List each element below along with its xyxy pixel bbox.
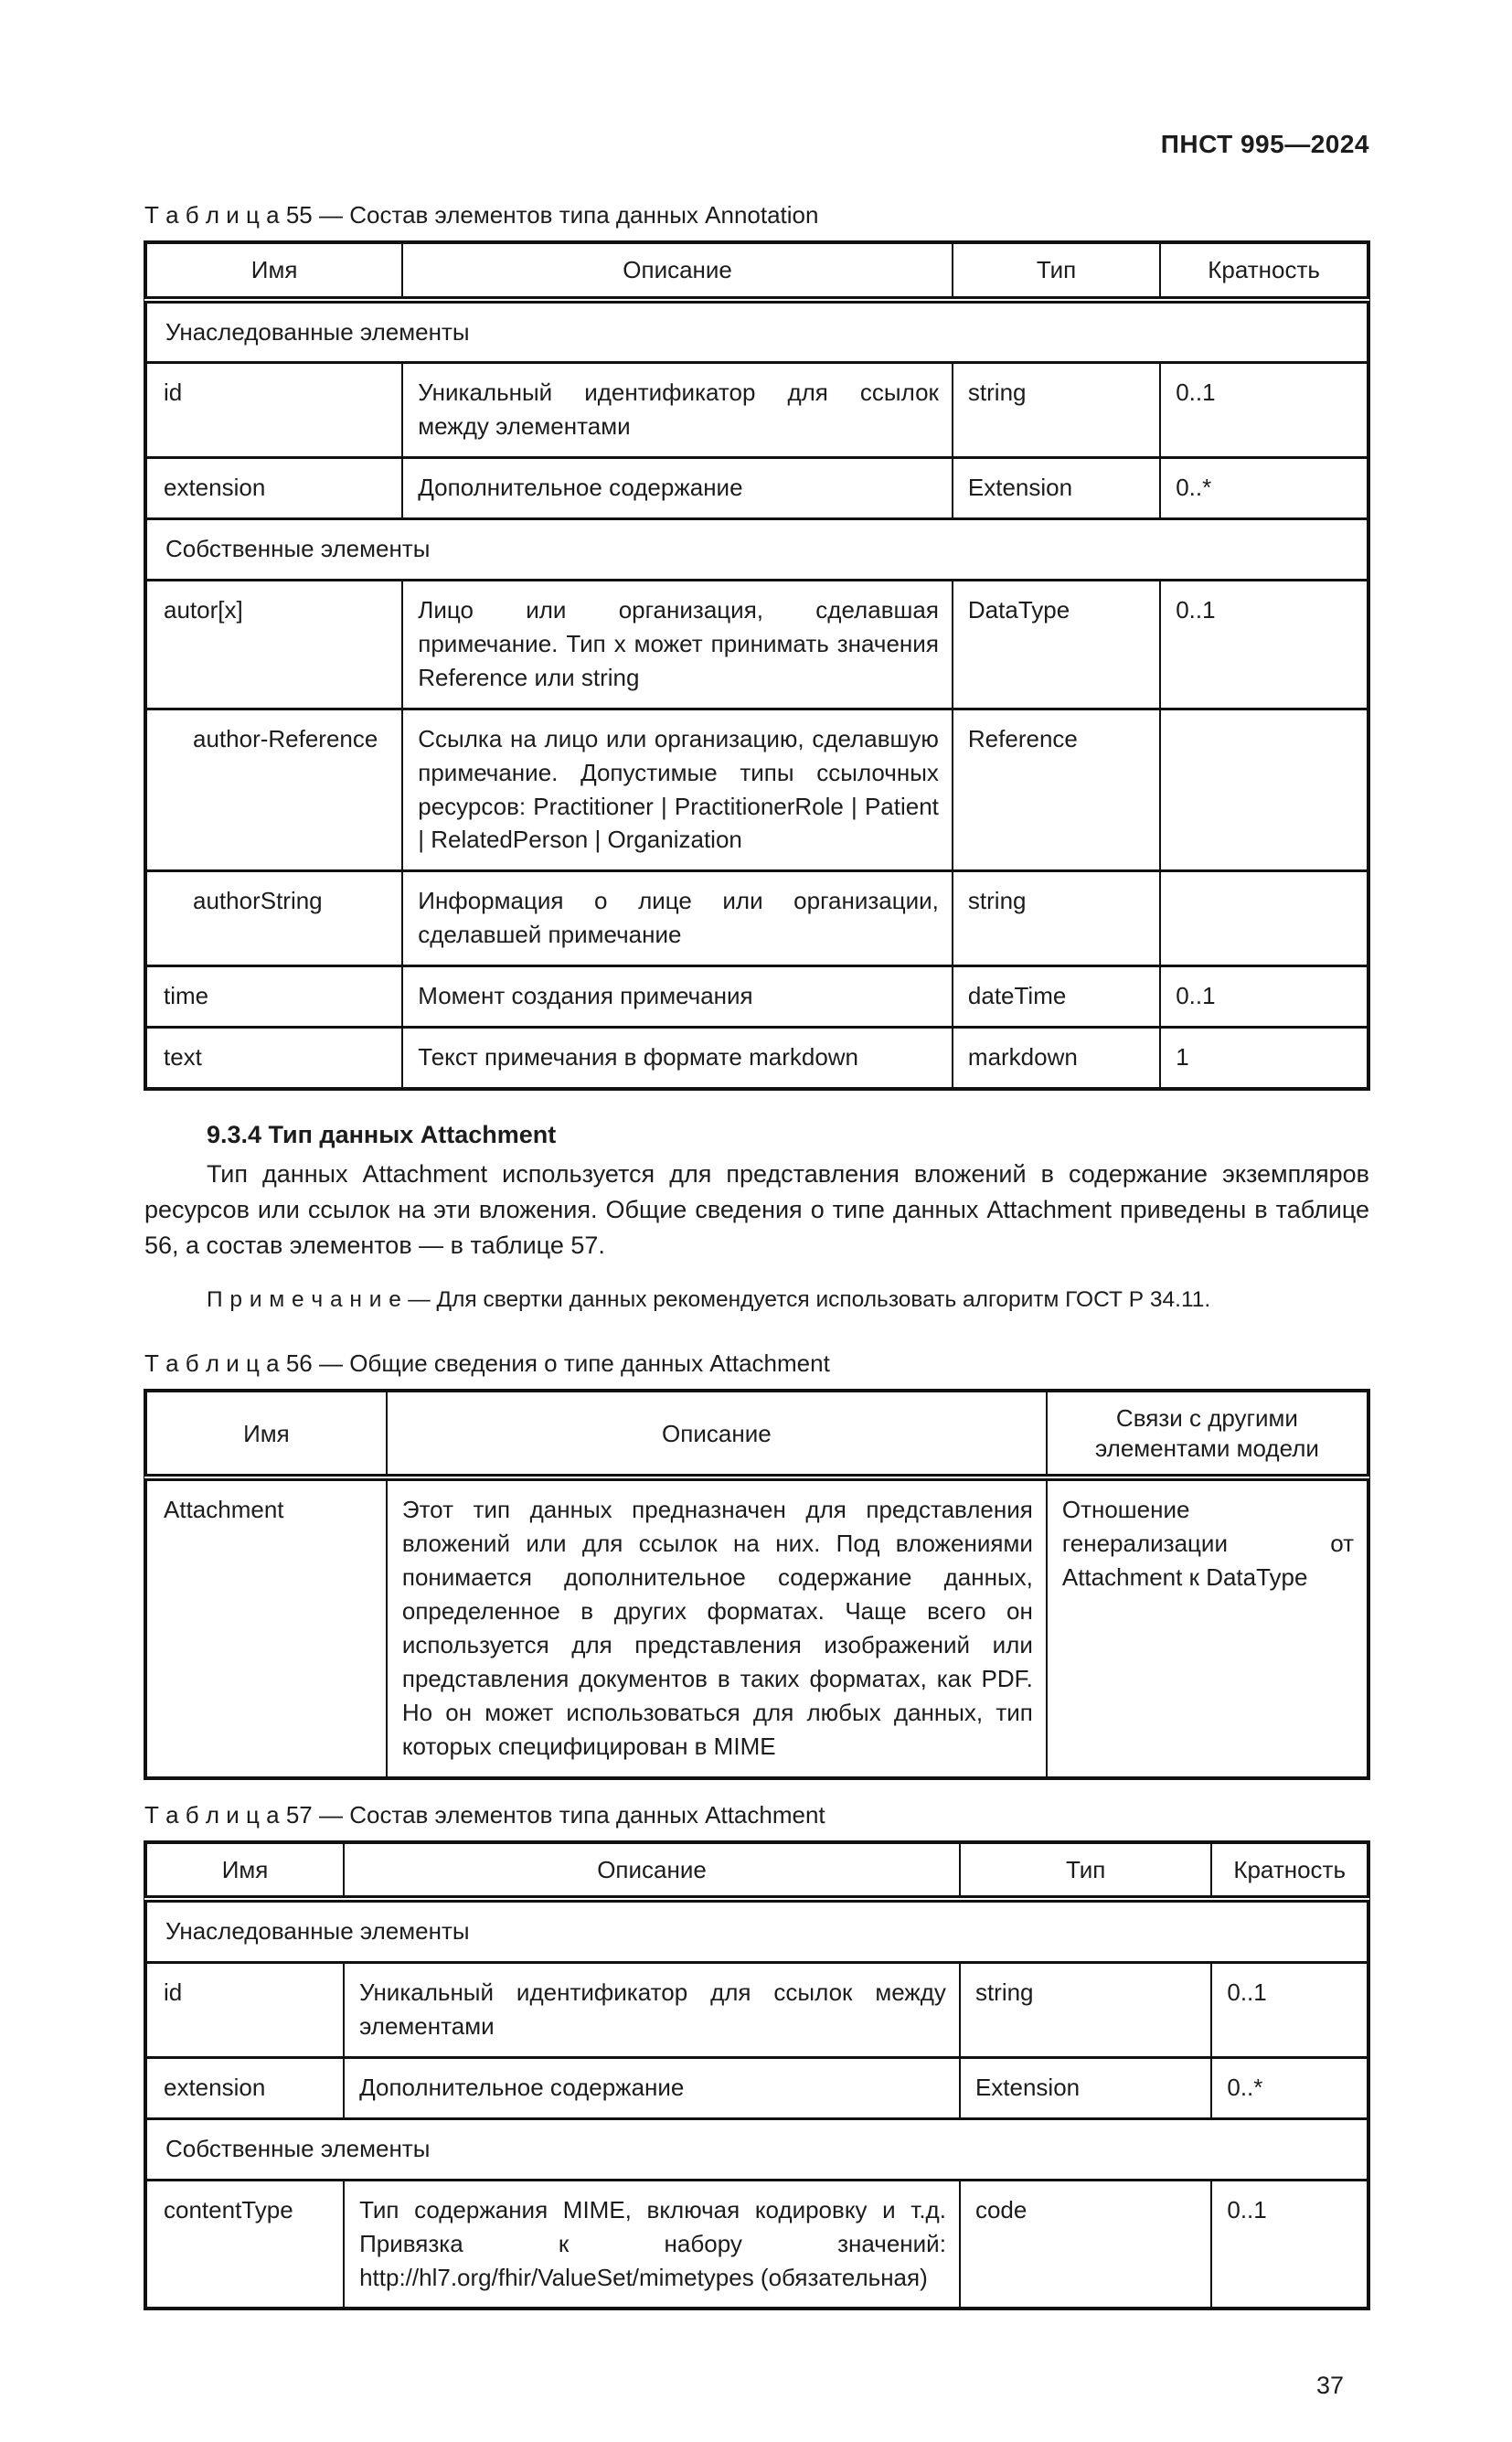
table56-row-attachment: [146, 1477, 1368, 1777]
section-label: Собственные элементы: [146, 519, 1368, 581]
table57-col-cardinality: Кратность: [1211, 1842, 1368, 1899]
table55: [144, 241, 1369, 1090]
table55-row-id: [146, 363, 1368, 458]
element-cardinality: 0..1: [1160, 363, 1368, 458]
element-type: string: [953, 363, 1160, 458]
page-number: 37: [1315, 2372, 1344, 2400]
table57-row-extension: [146, 2057, 1368, 2118]
element-type: string: [960, 1963, 1211, 2058]
table57-caption: Т а б л и ц а 57 — Состав элементов типа данных Attachment: [144, 1800, 825, 1829]
element-name: contentType: [146, 2180, 345, 2309]
element-description: Тип содержания MIME, включая кодировку и т.д. Привязка к набору значений: http://hl7.org/fhir/ValueSet/mimetypes (обязательная): [344, 2180, 960, 2309]
element-description: Информация о лице или организации, сделавшей примечание: [402, 871, 953, 966]
table57-row-content-type: [146, 2180, 1368, 2309]
element-name: id: [146, 363, 403, 458]
element-name: text: [146, 1028, 403, 1089]
section-label: Собственные элементы: [146, 2118, 1368, 2180]
element-name: autor[x]: [146, 581, 403, 709]
table57-col-name: Имя: [146, 1842, 345, 1899]
element-cardinality: 0..1: [1160, 966, 1368, 1028]
table55-row-extension: [146, 458, 1368, 519]
element-name: author-Reference: [146, 709, 403, 871]
page-content: [144, 0, 1369, 2442]
running-header-doc-code: ПНСТ 995—2024: [1160, 130, 1369, 158]
table57-section-own: [146, 2118, 1368, 2180]
section-label: Унаследованные элементы: [146, 300, 1368, 363]
element-cardinality: 0..1: [1160, 581, 1368, 709]
table57-section-inherited: [146, 1899, 1368, 1962]
element-description: Ссылка на лицо или организацию, сделавшую примечание. Допустимые типы ссылочных ресурсов: Practitioner | PractitionerRole | Patient | RelatedPerson | Organization: [402, 709, 953, 871]
section-9-3-4-heading: 9.3.4 Тип данных Attachment: [207, 1121, 557, 1148]
note-label: П р и м е ч а н и е: [207, 1287, 402, 1313]
element-type: code: [960, 2180, 1211, 2309]
table55-row-author-string: [146, 871, 1368, 966]
element-name: extension: [146, 458, 403, 519]
table55-row-author-reference: [146, 709, 1368, 871]
section-9-3-4: [144, 1121, 1369, 1313]
table57-col-description: Описание: [344, 1842, 960, 1899]
element-cardinality: 0..*: [1160, 458, 1368, 519]
element-cardinality: 0..1: [1211, 2180, 1368, 2309]
element-cardinality: 0..*: [1211, 2057, 1368, 2118]
element-cardinality: 0..1: [1211, 1963, 1368, 2058]
element-cardinality: [1160, 709, 1368, 871]
table56: [144, 1390, 1369, 1778]
table57-row-id: [146, 1963, 1368, 2058]
table56-col-links: Связи с другими элементами модели: [1047, 1392, 1368, 1478]
table57: [144, 1841, 1369, 2310]
note-line: [144, 1287, 1369, 1313]
element-description: Момент создания примечания: [402, 966, 953, 1028]
table55-col-name: Имя: [146, 243, 403, 300]
element-links: Отношение генерализации от Attachment к DataType: [1047, 1477, 1368, 1777]
element-description: Дополнительное содержание: [402, 458, 953, 519]
section-9-3-4-paragraph: Тип данных Attachment используется для представления вложений в содержание экземпляров ресурсов или ссылок на эти вложения. Общие сведения о типе данных Attachment приведены в таблице 56, а состав элементов — в таблице 57.: [144, 1160, 1369, 1260]
table55-row-autor-x: [146, 581, 1368, 709]
element-description: Лицо или организация, сделавшая примечание. Тип x может принимать значения Reference или string: [402, 581, 953, 709]
element-cardinality: [1160, 871, 1368, 966]
table57-header-row: [146, 1842, 1368, 1899]
section-label: Унаследованные элементы: [146, 1899, 1368, 1962]
table56-col-description: Описание: [387, 1392, 1047, 1478]
element-type: Extension: [953, 458, 1160, 519]
element-description: Этот тип данных предназначен для представления вложений или для ссылок на них. Под вложениями понимается дополнительное содержание данных, определенное в других форматах. Чаще всего он используется для представления изображений или представления документов в таких форматах, как PDF. Но он может использоваться для любых данных, тип которых специфицирован в MIME: [387, 1477, 1047, 1777]
element-type: Extension: [960, 2057, 1211, 2118]
element-type: dateTime: [953, 966, 1160, 1028]
table55-header-row: [146, 243, 1368, 300]
element-name: id: [146, 1963, 345, 2058]
element-description: Текст примечания в формате markdown: [402, 1028, 953, 1089]
table57-col-type: Тип: [960, 1842, 1211, 1899]
table56-col-name: Имя: [146, 1392, 387, 1478]
table55-row-text: [146, 1028, 1368, 1089]
table55-section-own: [146, 519, 1368, 581]
element-description: Дополнительное содержание: [344, 2057, 960, 2118]
element-cardinality: 1: [1160, 1028, 1368, 1089]
element-name: time: [146, 966, 403, 1028]
table55-caption: Т а б л и ц а 55 — Состав элементов типа данных Annotation: [144, 201, 819, 229]
table55-section-inherited: [146, 300, 1368, 363]
note-text: — Для свертки данных рекомендуется использовать алгоритм ГОСТ Р 34.11.: [401, 1287, 1211, 1313]
element-type: markdown: [953, 1028, 1160, 1089]
table55-col-description: Описание: [402, 243, 953, 300]
table56-caption: Т а б л и ц а 56 — Общие сведения о типе данных Attachment: [144, 1349, 830, 1378]
element-description: Уникальный идентификатор для ссылок между элементами: [344, 1963, 960, 2058]
table55-col-type: Тип: [953, 243, 1160, 300]
element-description: Уникальный идентификатор для ссылок между элементами: [402, 363, 953, 458]
element-type: Reference: [953, 709, 1160, 871]
element-name: extension: [146, 2057, 345, 2118]
table56-header-row: [146, 1392, 1368, 1478]
table55-row-time: [146, 966, 1368, 1028]
table55-col-cardinality: Кратность: [1160, 243, 1368, 300]
element-type: DataType: [953, 581, 1160, 709]
element-type: string: [953, 871, 1160, 966]
element-name: Attachment: [146, 1477, 387, 1777]
element-name: authorString: [146, 871, 403, 966]
